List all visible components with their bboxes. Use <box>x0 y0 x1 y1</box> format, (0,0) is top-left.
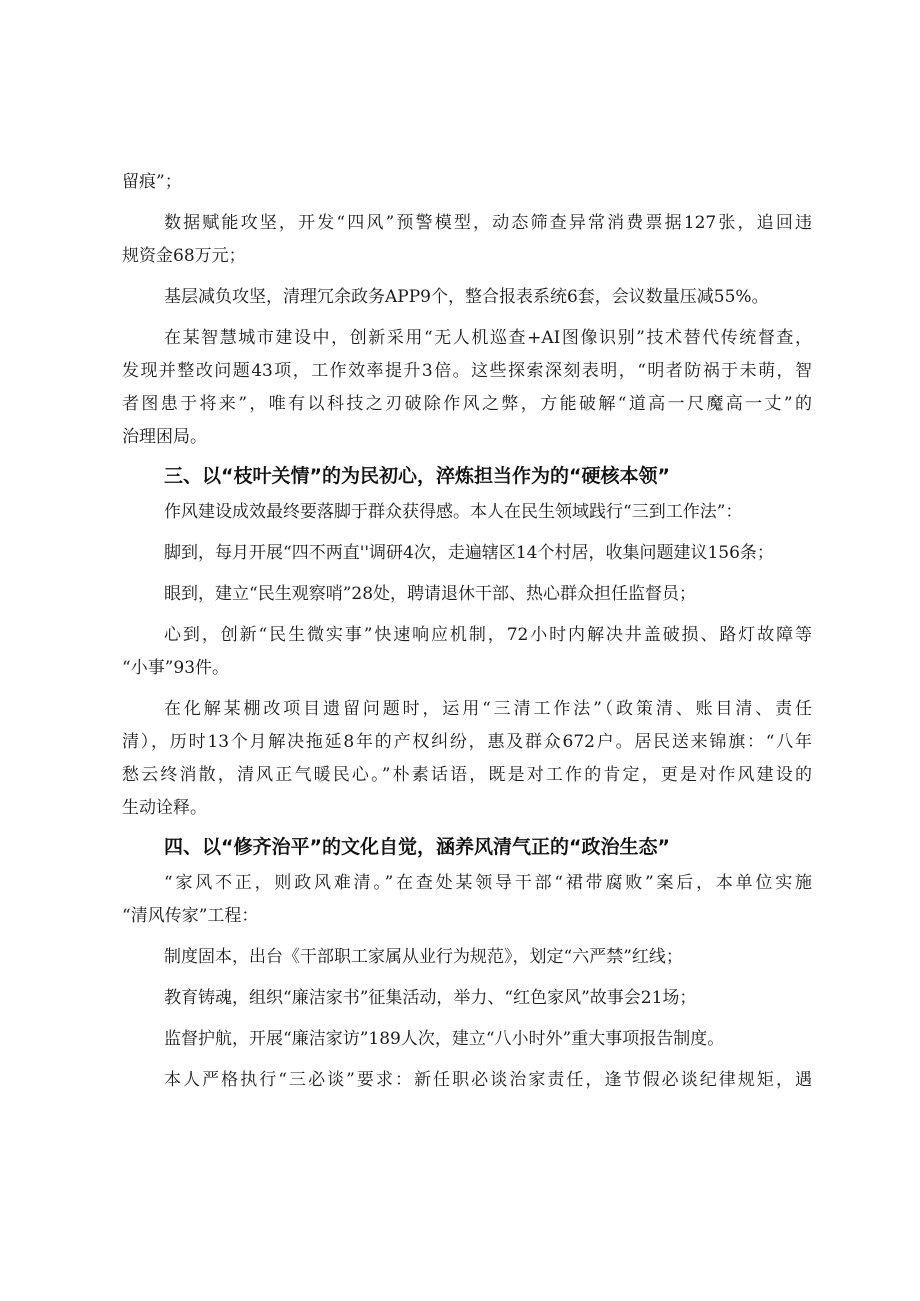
paragraph-line: “小事”93件。 <box>122 658 230 678</box>
paragraph-line: 在化解某棚改项目遗留问题时，运用“三清工作法”（政策清、账目清、责任 <box>164 699 812 719</box>
paragraph-line: 生动诠释。 <box>122 798 207 818</box>
document-body <box>122 166 812 1097</box>
paragraph-line: 脚到，每月开展“四不两直''调研4次，走遍辖区14个村居，收集问题建议156条； <box>164 543 774 563</box>
paragraph-line: 心到，创新“民生微实事”快速响应机制，72小时内解决井盖破损、路灯故障等 <box>164 625 812 645</box>
paragraph-line: “家风不正，则政风难清。”在查处某领导干部“裙带腐败”案后，本单位实施 <box>164 873 812 893</box>
paragraph-line: 治理困局。 <box>122 427 207 447</box>
paragraph-line: 在某智慧城市建设中，创新采用“无人机巡查+AI图像识别”技术替代传统督查， <box>164 328 812 348</box>
paragraph-line: 制度固本，出台《干部职工家属从业行为规范》，划定“六严禁”红线； <box>164 947 683 967</box>
paragraph-line: 规资金68万元； <box>122 246 246 266</box>
paragraph-line: 清），历时13个月解决拖延8年的产权纠纷，惠及群众672户。居民送来锦旗：“八年 <box>122 732 812 752</box>
paragraph-line: 监督护航，开展“廉洁家访”189人次，建立“八小时外”重大事项报告制度。 <box>164 1029 725 1049</box>
paragraph-line: 基层减负攻坚，清理冗余政务APP9个，整合报表系统6套，会议数量压减55%。 <box>164 287 769 307</box>
paragraph-line: “清风传家”工程： <box>122 906 259 926</box>
paragraph-line: 作风建设成效最终要落脚于群众获得感。本人在民生领域践行“三到工作法”： <box>164 502 743 522</box>
paragraph-line: 眼到，建立“民生观察哨”28处，聘请退休干部、热心群众担任监督员； <box>164 584 697 604</box>
paragraph-line: 发现并整改问题43项，工作效率提升3倍。这些探索深刻表明，“明者防祸于未萌，智 <box>122 361 812 381</box>
paragraph-line: 数据赋能攻坚，开发“四风”预警模型，动态筛查异常消费票据127张，追回违 <box>164 213 812 233</box>
paragraph-line: 教育铸魂，组织“廉洁家书”征集活动，举力、“红色家风”故事会21场； <box>164 988 697 1008</box>
paragraph-line: 本人严格执行“三必谈”要求：新任职必谈治家责任，逢节假必谈纪律规矩，遇 <box>164 1070 812 1090</box>
paragraph-line: 愁云终消散，清风正气暖民心。”朴素话语，既是对工作的肯定，更是对作风建设的 <box>122 765 812 785</box>
section-heading: 三、以“枝叶关情”的为民初心，淬炼担当作为的“硬核本领” <box>164 465 670 487</box>
paragraph-line: 留痕”； <box>122 172 182 192</box>
section-heading: 四、以“修齐治平”的文化自觉，涵养风清气正的“政治生态” <box>164 836 670 858</box>
paragraph-line: 者图患于将来”，唯有以科技之刃破除作风之弊，方能破解“道高一尺魔高一丈”的 <box>122 394 812 414</box>
